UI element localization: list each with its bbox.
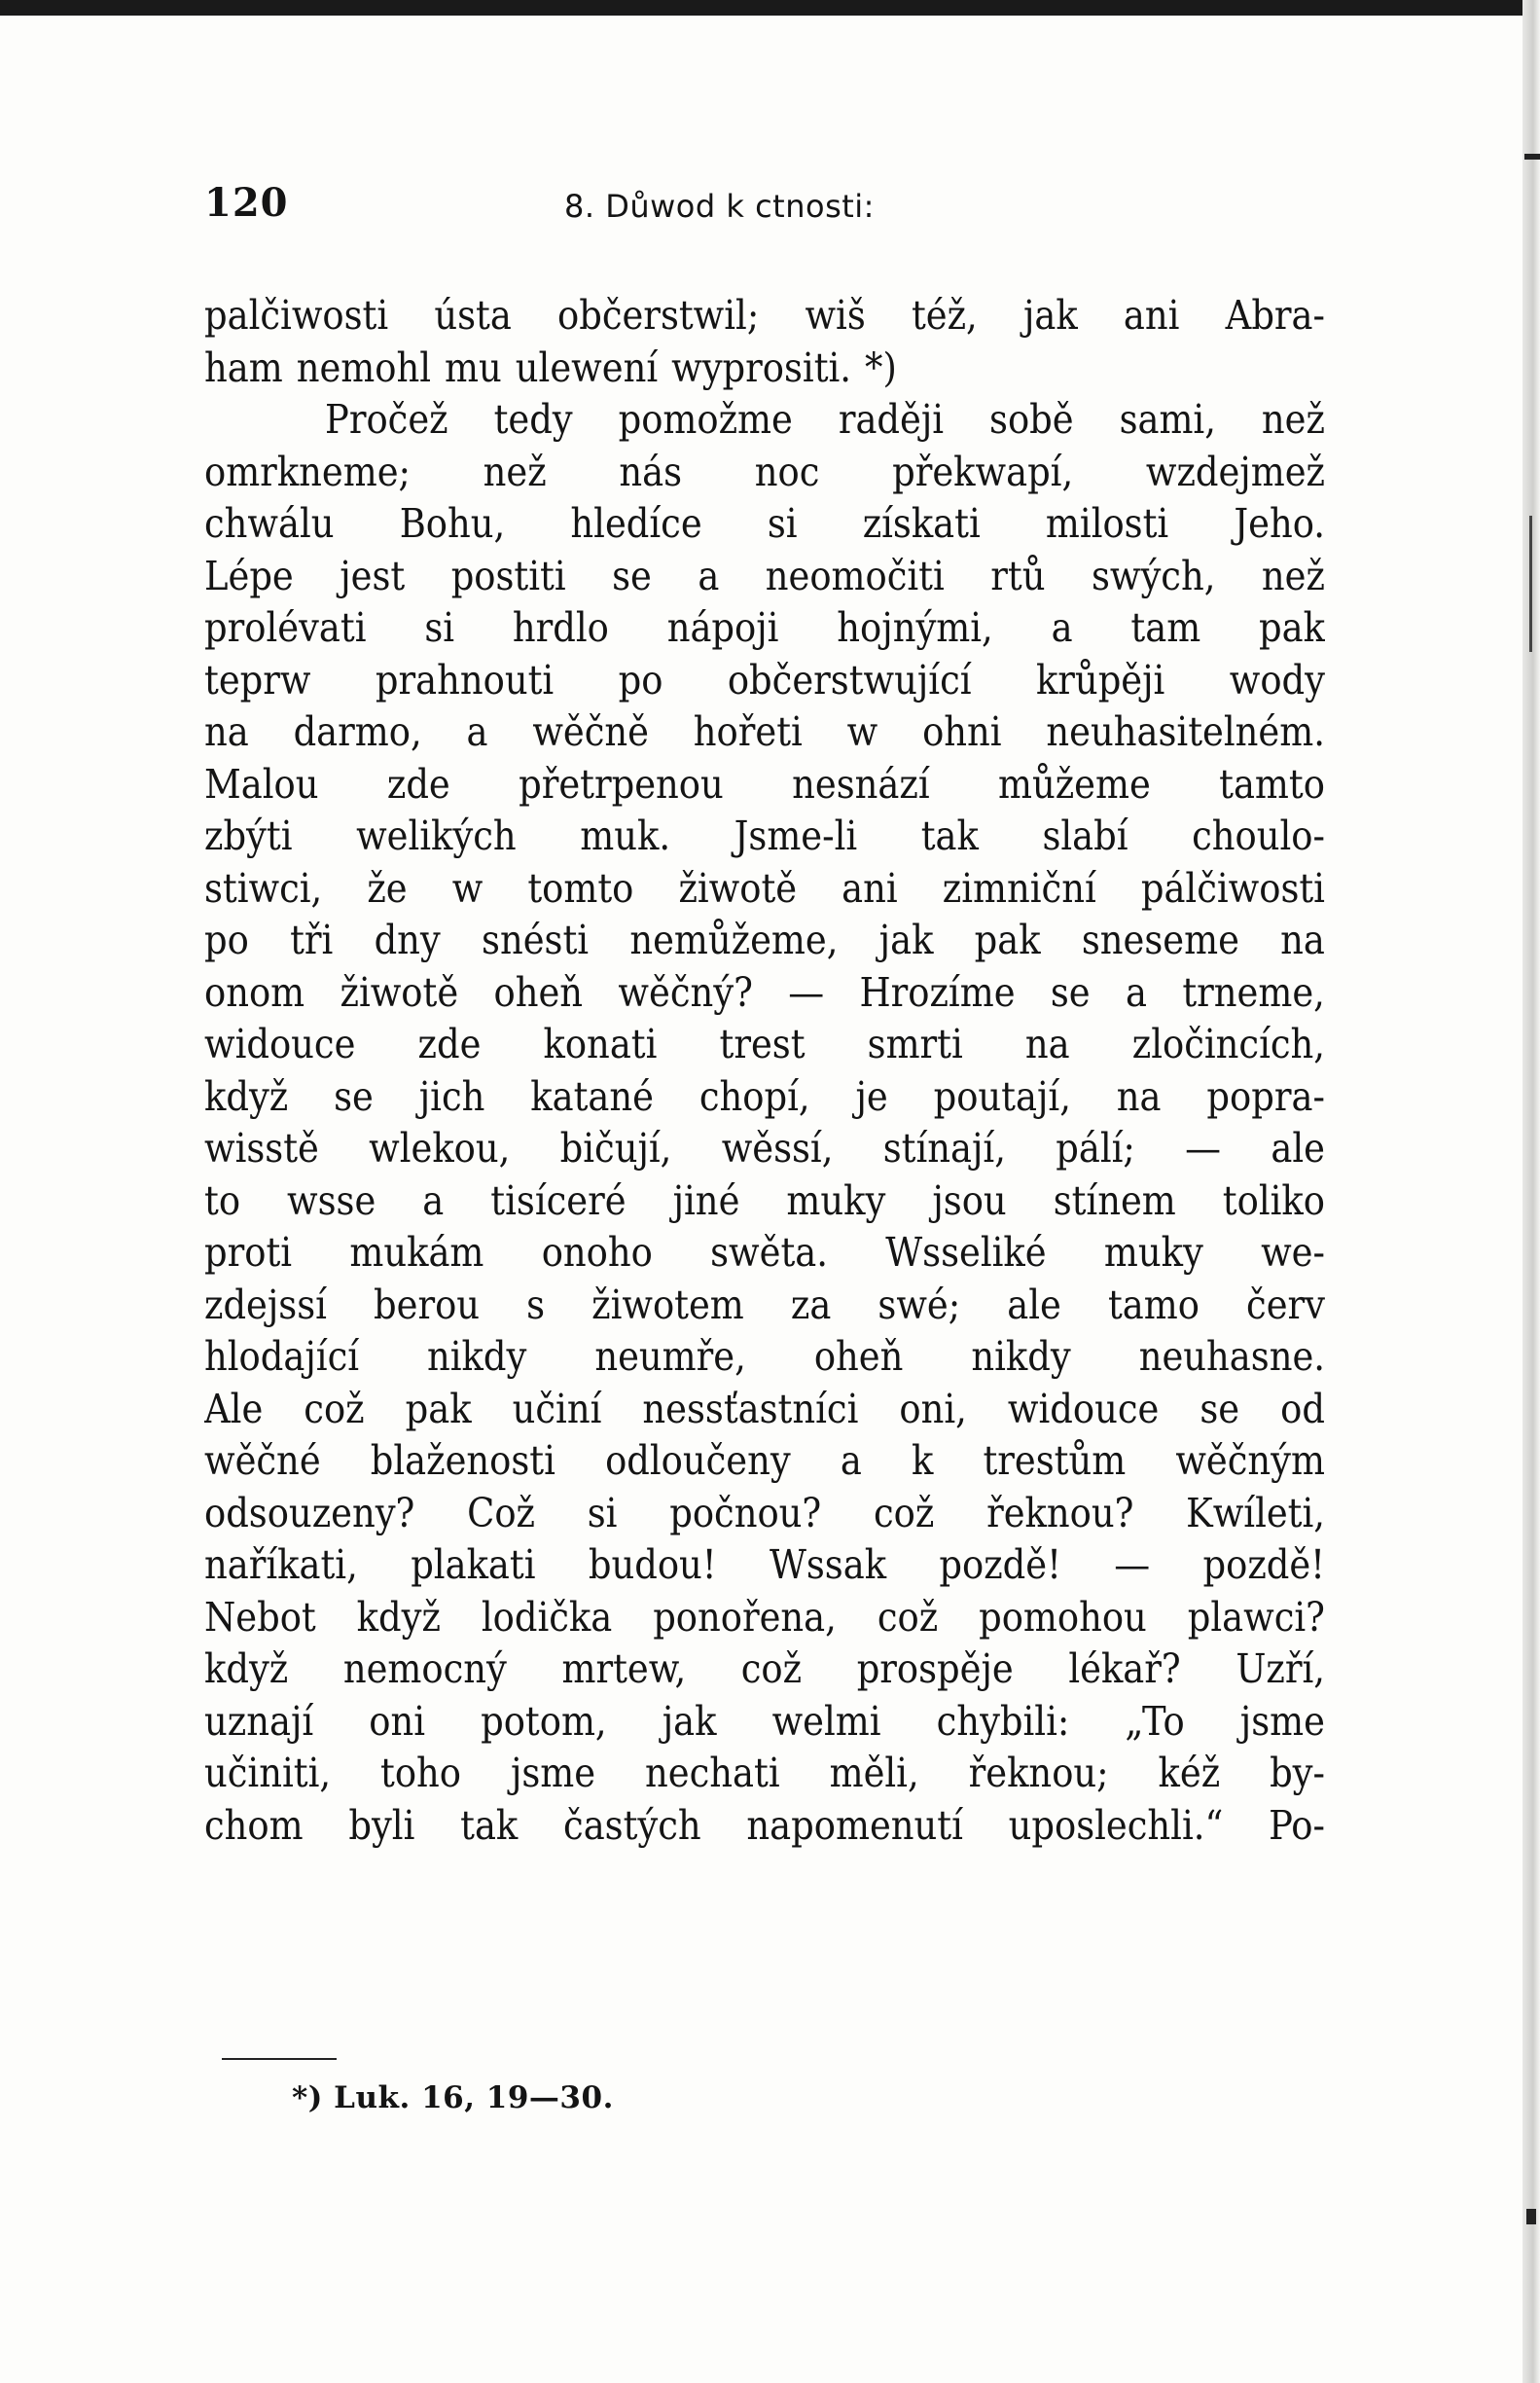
text-line: hlodající nikdy neumře, oheň nikdy neuhasne. xyxy=(204,1333,1325,1380)
scan-edge-right xyxy=(1522,0,1540,2383)
page-number: 120 xyxy=(204,180,289,226)
scan-mark xyxy=(1529,516,1532,652)
text-line: učiniti, toho jsme nechati měli, řeknou; kéž by- xyxy=(204,1750,1325,1796)
page-header xyxy=(204,180,1323,238)
body-text xyxy=(204,290,1325,1852)
running-head: 8. Důwod k ctnosti: xyxy=(564,188,875,225)
text-line: Nebot když lodička ponořena, což pomohou plawci? xyxy=(204,1593,1325,1641)
text-line: stiwci, že w tomto žiwotě ani zimniční pálčiwosti xyxy=(204,864,1325,912)
text-line: palčiwosti ústa občerstwil; wiš též, jak ani Abra- xyxy=(204,292,1325,339)
text-line: wěčné blaženosti odloučeny a k trestům wěčným xyxy=(204,1437,1325,1484)
text-line: zdejssí berou s žiwotem za swé; ale tamo červ xyxy=(204,1281,1325,1328)
text-line: chom byli tak častých napomenutí uposlechli.“ Po- xyxy=(204,1801,1325,1849)
text-line: Pročež tedy pomožme raději sobě sami, než xyxy=(325,396,1325,443)
text-line: widouce zde konati trest smrti na zločincích, xyxy=(204,1021,1325,1067)
text-line: zbýti welikých muk. Jsme-li tak slabí choulo- xyxy=(204,812,1325,859)
text-line: to wsse a tisíceré jiné muky jsou stínem toliko xyxy=(204,1176,1325,1224)
text-line: naříkati, plakati budou! Wssak pozdě! — pozdě! xyxy=(204,1541,1325,1588)
text-line: když nemocný mrtew, což prospěje lékař? Uzří, xyxy=(204,1645,1325,1692)
text-line: uznají oni potom, jak welmi chybili: „To jsme xyxy=(204,1697,1325,1745)
text-line: po tři dny snésti nemůžeme, jak pak sneseme na xyxy=(204,917,1325,963)
text-line: Malou zde přetrpenou nesnází můžeme tamto xyxy=(204,760,1325,808)
text-line: omrkneme; než nás noc překwapí, wzdejmež xyxy=(204,448,1325,495)
scan-mark xyxy=(1524,154,1540,160)
text-line: proti mukám onoho swěta. Wsseliké muky we- xyxy=(204,1229,1325,1276)
text-line: Ale což pak učiní nessťastníci oni, widouce se od xyxy=(204,1385,1325,1432)
footnote: *) Luk. 16, 19—30. xyxy=(292,2080,614,2115)
scan-edge-top xyxy=(0,0,1540,16)
footnote-rule xyxy=(222,2058,337,2060)
text-line: ham nemohl mu ulewení wyprositi. *) xyxy=(204,343,897,391)
scan-mark xyxy=(1526,2209,1536,2224)
text-line: odsouzeny? Což si počnou? což řeknou? Kwíleti, xyxy=(204,1489,1325,1536)
text-line: teprw prahnouti po občerstwující krůpěji wody xyxy=(204,656,1325,704)
text-line: chwálu Bohu, hledíce si získati milosti Jeho. xyxy=(204,500,1325,547)
text-line: prolévati si hrdlo nápoji hojnými, a tam pak xyxy=(204,604,1325,651)
text-line: když se jich katané chopí, je poutají, na popra- xyxy=(204,1072,1325,1120)
text-line: Lépe jest postiti se a neomočiti rtů swých, než xyxy=(204,552,1325,599)
text-line: wisstě wlekou, bičují, wěssí, stínají, pálí; — ale xyxy=(204,1125,1325,1172)
text-line: onom žiwotě oheň wěčný? — Hrozíme se a trneme, xyxy=(204,968,1325,1016)
text-line: na darmo, a wěčně hořeti w ohni neuhasitelném. xyxy=(204,708,1325,755)
